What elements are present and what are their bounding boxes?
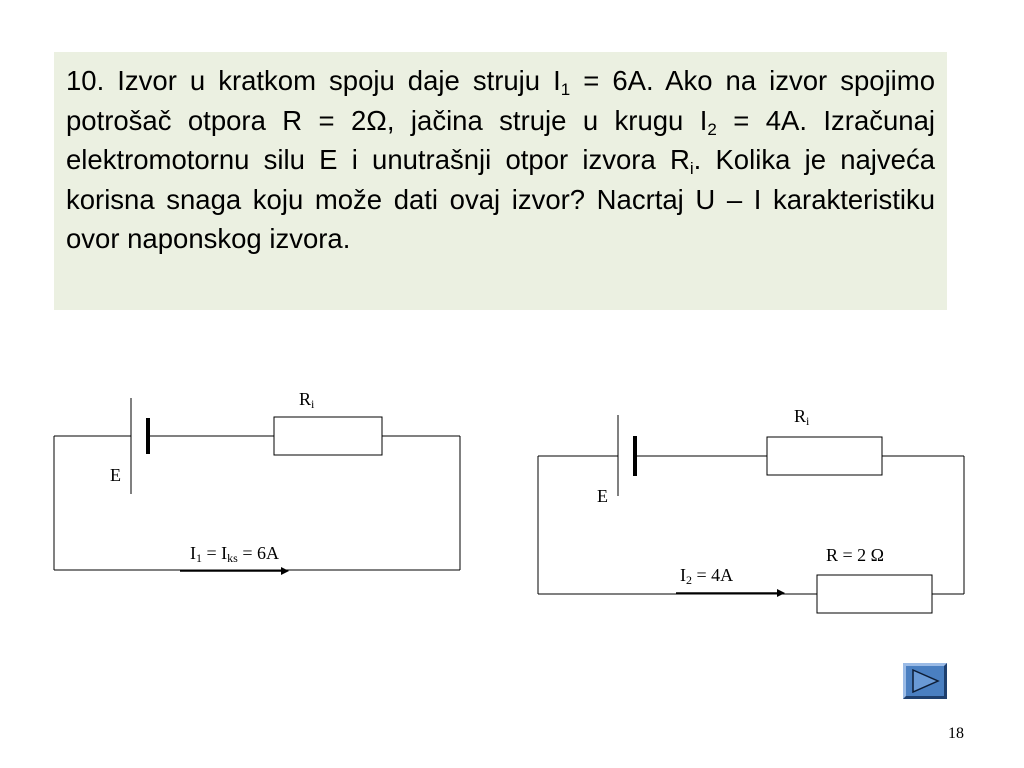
problem-text-part: 10. Izvor u kratkom spoju daje struju I [66, 65, 561, 96]
load-current-label: $I_2 = 4A$ [680, 565, 734, 587]
emf-label: E [597, 486, 608, 506]
internal-resistor [767, 437, 882, 475]
internal-resistor [274, 417, 382, 455]
loaded-circuit-diagram [538, 415, 964, 613]
next-slide-button[interactable] [903, 663, 947, 699]
problem-text-part: = 6A. Ako na izvor spojimo potrošač otpora R = 2Ω, jačina struje u krugu I [66, 65, 935, 136]
subscript: 1 [560, 80, 571, 99]
page-number: 18 [948, 725, 964, 742]
subscript: 2 [707, 119, 717, 139]
problem-text-part: = 4A. Izračunaj elektromotornu silu E i unutrašnji otpor izvora R [66, 104, 935, 175]
play-triangle-icon [910, 669, 940, 693]
load-resistance-label: R = 2 Ω [826, 545, 885, 565]
internal-resistance-label: $R_i$ [794, 406, 810, 428]
emf-label: E [110, 465, 121, 485]
current-arrowhead [777, 589, 785, 597]
current-arrowhead [281, 567, 289, 575]
internal-resistance-label: $R_i$ [299, 389, 315, 411]
subscript: i [689, 159, 694, 178]
problem-text-part: . Kolika je najveća korisna snaga koju može dati ovaj izvor? Nacrtaj U – I karakteristiku ovor naponskog izvora. [66, 144, 936, 254]
short-circuit-current-label: $I_1 = I_{ks} = 6A$ [190, 543, 279, 565]
load-resistor [817, 575, 932, 613]
